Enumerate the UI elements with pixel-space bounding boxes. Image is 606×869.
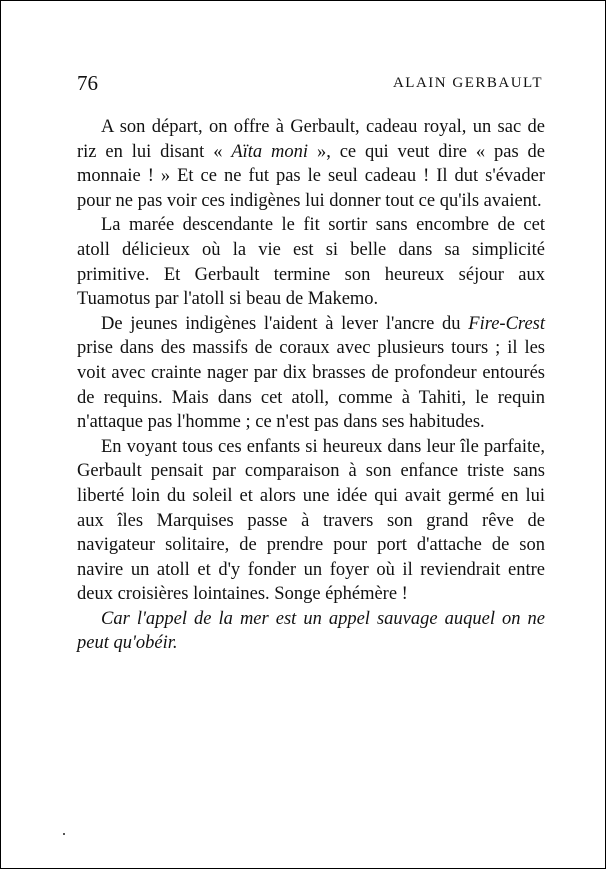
paragraph-text: En voyant tous ces enfants si heureux dans leur île parfaite, Gerbault pensait par comparaison à son enfance triste sans liberté loin du soleil et alors une idée qui avait germé en lui aux îles Marquises passe à travers son grand rêve de navigateur solitaire, de prendre pour port d'attache de son navire un atoll et d'y fonder un foyer où il reviendrait entre deux croisières lointaines. Songe éphémère ! [77, 436, 545, 605]
scan-speck [63, 833, 65, 835]
paragraph-text: De jeunes indigènes l'aident à lever l'ancre du [101, 313, 469, 334]
body-text [77, 115, 545, 656]
paragraph-2 [77, 213, 545, 311]
paragraph-text: Car l'appel de la mer est un appel sauvage auquel on ne peut qu'obéir. [77, 608, 545, 654]
running-head: ALAIN GERBAULT [392, 75, 543, 91]
paragraph-1 [77, 115, 545, 213]
paragraph-text: prise dans des massifs de coraux avec plusieurs tours ; il les voit avec crainte nager par dix brasses de profondeur entourés de requins. Mais dans cet atoll, comme à Tahiti, le requin n'attaque pas l'homme ; ce n'est pas dans ses habitudes. [77, 338, 545, 433]
page-number: 76 [77, 71, 98, 95]
paragraph-text: A son départ, on offre à Gerbault, cadeau royal, un sac de riz en lui disant « [77, 117, 545, 162]
paragraph-5-italic [77, 607, 545, 656]
paragraph-4 [77, 435, 545, 607]
page-header [77, 71, 543, 95]
paragraph-text: La marée descendante le fit sortir sans encombre de cet atoll délicieux où la vie est si belle dans sa simplicité primitive. Et Gerbault termine son heureux séjour aux Tuamotus par l'atoll si beau de Makemo. [77, 215, 545, 310]
paragraph-text: », ce qui veut dire « pas de monnaie ! » Et ce ne fut pas le seul cadeau ! Il dut s'évader pour ne pas voir ces indigènes lui donner tout ce qu'ils avaient. [77, 141, 546, 211]
paragraph-3 [77, 312, 545, 435]
paragraph-italic-text: Fire-Crest [468, 313, 545, 334]
paragraph-italic-text: Aïta moni [231, 141, 309, 162]
